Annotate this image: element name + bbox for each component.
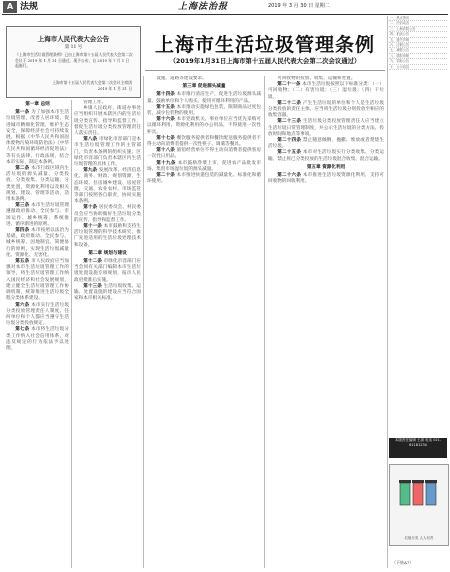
article-paragraph bbox=[147, 92, 261, 104]
title-rule bbox=[145, 70, 385, 71]
article-paragraph bbox=[6, 166, 69, 203]
article-paragraph bbox=[74, 205, 141, 224]
article-number: 第二十三条 bbox=[277, 119, 303, 125]
index-row: 九、招标公告 bbox=[389, 59, 447, 64]
article-number: 第十条 bbox=[83, 205, 99, 211]
article-paragraph bbox=[147, 105, 261, 117]
index-row: 七、减资公告 bbox=[389, 48, 447, 53]
article-paragraph bbox=[6, 228, 69, 259]
header-rule bbox=[2, 14, 448, 15]
article-text: 生活垃圾收集、运输、处置设施的建设应当符合国家和本市相关标准。 bbox=[74, 283, 141, 302]
article-subtitle: （2019年1月31日上海市第十五届人民代表大会第二次会议通过） bbox=[169, 57, 361, 65]
column-divider bbox=[387, 16, 388, 568]
section-name: 法规 bbox=[20, 2, 39, 12]
article-text: 本市对生活垃圾实行分类收集、分类运输。禁止将已分类投放的生活垃圾混合收集、混合运输。 bbox=[268, 150, 384, 162]
article-paragraph bbox=[268, 82, 384, 101]
article-paragraph bbox=[268, 119, 384, 138]
column-divider bbox=[264, 76, 265, 568]
article-text: 餐饮服务提供者和餐饮配送服务提供者不得主动向消费者提供一次性筷子、调羹等餐具。 bbox=[147, 135, 261, 148]
article-paragraph bbox=[6, 203, 69, 228]
public-service-ad bbox=[389, 464, 449, 546]
article-title: 上海市生活垃圾管理条例 bbox=[154, 34, 375, 56]
article-number: 第二十一条 bbox=[277, 82, 303, 88]
article-text: 本市实行生活垃圾分类投放管理责任人制度。任何单位和个人都应当遵守生活垃圾分类投放规定。 bbox=[6, 302, 69, 327]
article-text: 市绿化市容部门是本市生活垃圾管理工作的主管部门，负责本条例的组织实施；区绿化市容部门负责本辖区内生活垃圾管理的具体工作。 bbox=[74, 137, 141, 168]
article-text: 本市按照以法治为基础，政府推动、全民参与、城乡统筹、因地制宜、简便易行的原则，实现生活垃圾减量化、资源化、无害化。 bbox=[6, 228, 69, 258]
continued-note: （下转A7） bbox=[392, 560, 414, 565]
article-text: 旅馆经营单位不得主动向消费者提供客房一次性日用品。 bbox=[147, 148, 261, 160]
article-paragraph bbox=[268, 138, 384, 150]
index-row: 三、上海法院公告 bbox=[389, 27, 447, 32]
article-number: 第十三条 bbox=[83, 283, 104, 289]
index-row: 八、债权申报 bbox=[389, 54, 447, 59]
article-text: 本市推进快递包装的减量化、标准化和循环使用。 bbox=[147, 173, 261, 185]
index-row: 六、注销公告 bbox=[389, 43, 447, 48]
article-text: 本市生活垃圾按照以下标准分类：（一）可回收物；（二）有害垃圾；（三）湿垃圾；（四）干垃圾。 bbox=[268, 82, 384, 100]
article-number: 第六条 bbox=[15, 302, 32, 308]
text-column-2 bbox=[74, 100, 141, 568]
right-sidebar bbox=[389, 16, 447, 572]
article-paragraph bbox=[74, 284, 141, 303]
column-divider bbox=[71, 100, 72, 568]
index-row: 五、遗失声明 bbox=[389, 38, 447, 43]
article-number: 第二十条 bbox=[156, 173, 177, 179]
section-badge: A bbox=[3, 1, 17, 13]
article-number: 第十五条 bbox=[156, 104, 177, 110]
article-number: 第二十二条 bbox=[277, 100, 303, 106]
article-text: 本市党政机关、事业单位应当优先采购可以循环利用、资源化利用的办公用品，不得使用一次性杯具。 bbox=[147, 117, 261, 135]
article-text: 本市将生活垃圾分类工作纳入社会信用体系，对违反规定的行为依法予以处理。 bbox=[6, 327, 69, 351]
article-text: 产生生活垃圾的单位和个人是生活垃圾分类投放的责任主体，应当将生活垃圾分别投放至相应的收集容器。 bbox=[268, 100, 384, 119]
editor-note: 本版责任编辑 王淑 电话 021-61181234 bbox=[389, 438, 447, 458]
article-text: 市人民政府应当加强对本市生活垃圾管理工作的领导，将生活垃圾管理工作纳入国民经济和社会发展规划，建立健全生活垃圾管理工作协调机制，统筹推进生活垃圾全程分类体系建设。 bbox=[6, 259, 69, 302]
index-row: 一、热点资讯 bbox=[389, 16, 447, 21]
newspaper-masthead: 上海法治报 bbox=[178, 2, 229, 12]
signature-date: 2019 年 1 月 31 日 bbox=[97, 85, 132, 91]
column-divider bbox=[143, 76, 144, 568]
article-number: 第一条 bbox=[15, 110, 32, 116]
article-paragraph bbox=[147, 161, 261, 173]
article-paragraph bbox=[6, 327, 69, 352]
index-row: 二、法治动态 bbox=[389, 21, 447, 26]
article-paragraph bbox=[147, 173, 261, 185]
article-paragraph bbox=[268, 173, 384, 185]
article-number: 第二条 bbox=[15, 166, 32, 172]
article-paragraph bbox=[147, 148, 261, 160]
article-paragraph bbox=[147, 117, 261, 136]
article-text: 设施、道路等建设要求。 bbox=[156, 76, 207, 81]
article-text: 本市推行清洁生产，促进生活垃圾源头减量。鼓励单位和个人购买、使用可循环利用的产品。 bbox=[147, 92, 261, 104]
announcement-body: 《上海市生活垃圾管理条例》已由上海市第十五届人民代表大会第二次会议于 2019 年 1 月 31 日通过，现予公布，自 2019 年 7 月 1 日起施行。 bbox=[15, 52, 133, 68]
classified-index bbox=[389, 16, 447, 436]
article-text: 可回收物的投放、收集、运输和处置。 bbox=[277, 76, 356, 81]
article-text: 生活垃圾分类投放管理责任人应当建立生活垃圾日常管理制度，并公示生活垃圾的分类方法、投放时间和地点等事项。 bbox=[268, 119, 384, 137]
article-number: 第二十四条 bbox=[277, 138, 303, 144]
page-header bbox=[0, 0, 450, 14]
text-column-3 bbox=[147, 76, 261, 568]
signature-org: 上海市第十五届人民代表大会第二次会议主席团 bbox=[52, 80, 132, 85]
announcement-box bbox=[6, 26, 141, 98]
article-number: 第十四条 bbox=[156, 92, 177, 98]
announcement-number: 第 11 号 bbox=[64, 45, 83, 50]
text-column-1 bbox=[6, 100, 69, 568]
article-text: 发展改革、经济信息化、商务、财政、规划资源、生态环境、住房城乡建设、房屋管理、交通、农业农村、市场监管等部门按照各自职责，协同实施本条例。 bbox=[74, 168, 141, 205]
article-paragraph bbox=[6, 110, 69, 166]
chapter-heading: 第一章 总则 bbox=[25, 102, 50, 107]
announcement-signature bbox=[52, 80, 132, 91]
announcement-title: 上海市人民代表大会公告 bbox=[37, 35, 110, 43]
article-number: 第十二条 bbox=[83, 259, 104, 265]
article-text: 管理工作。 bbox=[83, 100, 107, 105]
article-number: 第二十六条 bbox=[277, 173, 303, 179]
article-text: 为了加强本市生活垃圾管理，改善人居环境，促进城市精细化管理，维护生态安全，保障经济社会可持续发展，根据《中华人民共和国固体废物污染环境防治法》《中华人民共和国循环经济促进法》等有关法律、行政法规，结合本市实际，制定本条例。 bbox=[6, 110, 69, 165]
chapter-heading: 第五章 资源化利用 bbox=[306, 164, 346, 170]
article-paragraph bbox=[6, 303, 69, 328]
article-number: 第八条 bbox=[83, 137, 99, 143]
article-number: 第四条 bbox=[15, 228, 32, 234]
article-text: 本市生活垃圾管理遵循政府推动、全民参与、市场运作、城乡统筹、系统推进、循序渐进的原则。 bbox=[6, 203, 69, 227]
chapter-heading: 第二章 规划与建设 bbox=[88, 250, 127, 256]
article-text: 禁止随意倾倒、抛撒、堆放或者焚烧生活垃圾。 bbox=[268, 138, 384, 150]
article-number: 第九条 bbox=[83, 168, 99, 174]
article-paragraph bbox=[74, 106, 141, 137]
chapter-heading: 第三章 促进源头减量 bbox=[182, 84, 226, 90]
article-text: 乡镇人民政府、街道办事处应当组织开展本辖区内的生活垃圾分类宣传、指导和监督工作，督促生活垃圾分类投放管理责任人落实责任。 bbox=[74, 106, 141, 137]
article-paragraph bbox=[74, 137, 141, 168]
article-number: 第三条 bbox=[15, 203, 32, 209]
article-paragraph bbox=[74, 259, 141, 284]
article-number: 第二十五条 bbox=[277, 150, 303, 156]
index-row: 四、拍卖公告 bbox=[389, 32, 447, 37]
article-number: 第十六条 bbox=[156, 117, 177, 123]
article-number: 第七条 bbox=[15, 327, 32, 333]
article-text: 本市推进生活垃圾资源化利用，支持可回收物的回收利用。 bbox=[268, 173, 384, 185]
article-text: 市绿化市容部门应当会同有关部门编制本市生活垃圾处置设施专项规划，报市人民政府批准后实施。 bbox=[74, 259, 141, 283]
article-text: 本市推动实施绿色包装，限制商品过度包装，减少包装物的使用。 bbox=[147, 104, 261, 117]
article-text: 本市行政区域内生活垃圾的源头减量、分类投放、分类收集、分类运输、分类处置，资源化利用以及相关规划、建设、管理等活动，适用本条例。 bbox=[6, 166, 69, 203]
article-number: 第十七条 bbox=[156, 135, 177, 141]
article-number: 第十九条 bbox=[156, 160, 178, 166]
article-paragraph bbox=[147, 76, 261, 82]
index-row: 十、公示信息 bbox=[389, 65, 447, 70]
article-number: 第十八条 bbox=[156, 148, 177, 154]
article-number: 第十一条 bbox=[83, 224, 104, 230]
article-number: 第五条 bbox=[15, 259, 32, 265]
article-paragraph bbox=[268, 101, 384, 120]
article-text: 居民委员会、村民委员会应当协助做好生活垃圾分类的宣传、指导和监督工作。 bbox=[74, 205, 141, 223]
text-column-4 bbox=[268, 76, 384, 568]
issue-info: 2019 年 3 月 30 日 星期二 bbox=[268, 3, 330, 9]
article-paragraph bbox=[268, 150, 384, 162]
ad-caption: 垃圾分类 人人有责 bbox=[404, 536, 434, 540]
article-text: 本市鼓励和支持生活垃圾管理的科学技术研究，推广先进适用的生活垃圾处理技术和设备。 bbox=[74, 224, 141, 248]
recycle-bin-icon bbox=[396, 473, 440, 509]
article-paragraph bbox=[6, 259, 69, 302]
article-paragraph bbox=[147, 136, 261, 148]
article-paragraph bbox=[74, 224, 141, 249]
article-text: 本市鼓励净菜上市，促进农产品批发市场、集贸市场湿垃圾的源头减量。 bbox=[147, 160, 261, 172]
article-paragraph bbox=[74, 168, 141, 205]
